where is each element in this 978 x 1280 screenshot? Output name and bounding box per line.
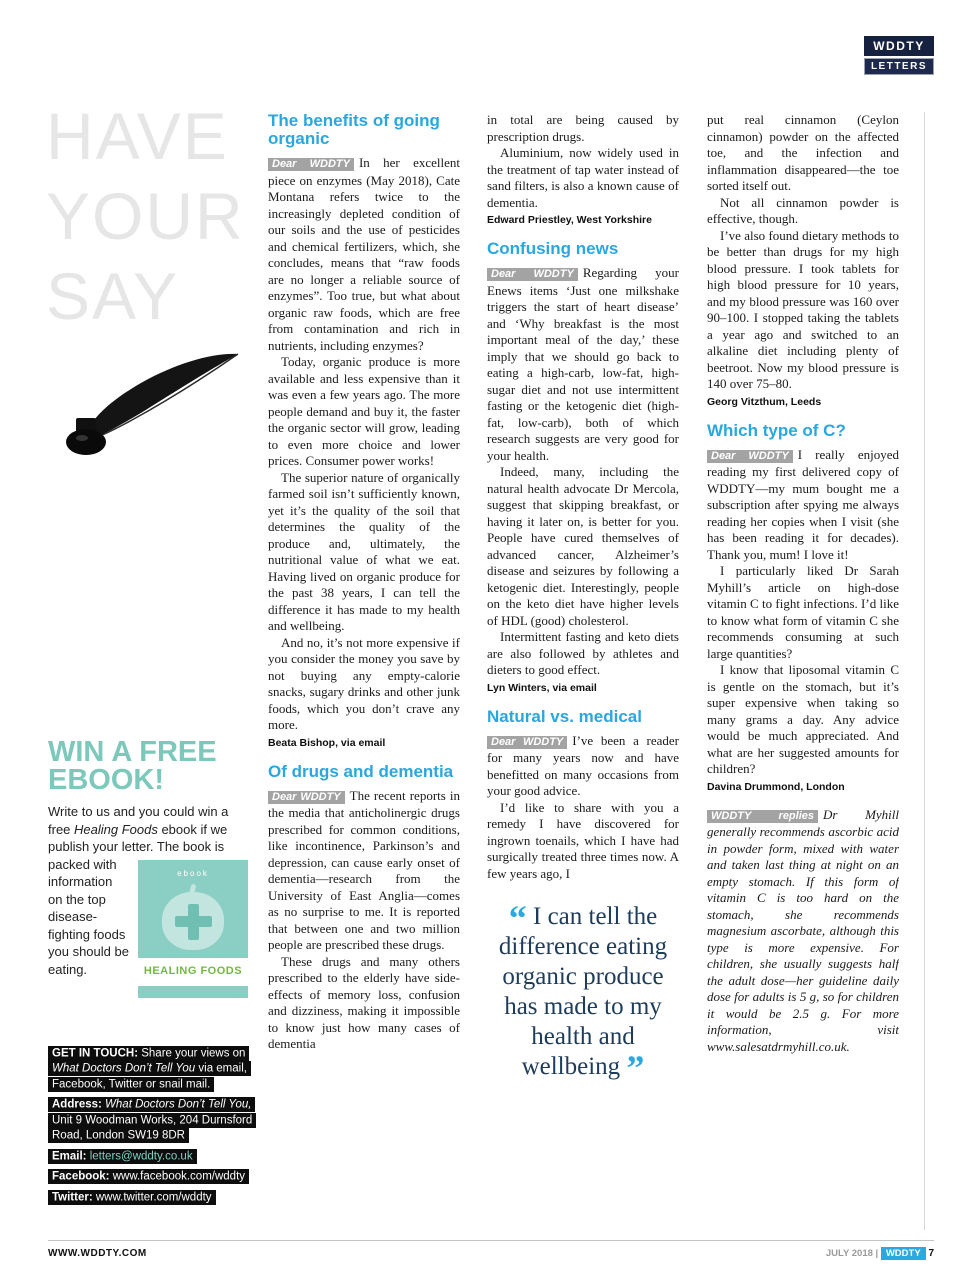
paragraph-text: I’ve been a reader for many years now and have benefitted on many occasions from your good advice. xyxy=(487,732,679,798)
win-title-line: WIN A FREE xyxy=(48,736,217,768)
masthead-word: YOUR xyxy=(46,179,245,253)
letter-signature: Edward Priestley, West Yorkshire xyxy=(487,214,652,226)
letter-opening-paragraph xyxy=(487,265,679,464)
feather-icon xyxy=(52,346,242,461)
letter-signature: Lyn Winters, via email xyxy=(487,681,597,694)
cross-bar xyxy=(175,916,212,927)
ebook-cover-image xyxy=(138,860,248,998)
letter-paragraph: I’ve also found dietary methods to be better than drugs for my high blood pressure. I took tablets for high blood pressure for 10 years, and my blood pressure was 160 over 90–100. I stopped taking the tablets a year ago and switched to an alkaline diet including plenty of beetroot. Now my blood pressure is 140 over 75–80. xyxy=(707,227,899,391)
column-3 xyxy=(707,112,899,1234)
letter-paragraph: These drugs and many others prescribed to the elderly have side-effects of memory loss, confusion and dizziness, making it impossible to know just how many cases of dementia xyxy=(268,953,460,1051)
dear-wddty-badge: Dear WDDTY xyxy=(487,268,578,281)
letter-signature: Davina Drummond, London xyxy=(707,780,845,793)
letter-paragraph: I know that liposomal vitamin C is gentle on the stomach, but it’s super expensive when taking so many grams a day. Any advice would be much appreciated. And what are her suggested amounts for children? xyxy=(707,662,899,776)
dear-wddty-badge: Dear WDDTY xyxy=(268,791,345,804)
facebook-label: Facebook: xyxy=(52,1170,110,1183)
article-heading: Of drugs and dementia xyxy=(268,761,454,781)
masthead-word: HAVE xyxy=(46,99,229,173)
paragraph-text: The recent reports in the media that anticholinergic drugs prescribed for common conditions, like incontinence, Parkinson’s and depression, can cause early onset of dementia—research from the University of East Anglia—comes as no surprise to me. It is reported that between one and two million people are prescribed these drugs. xyxy=(268,787,460,952)
contact-intro-text: via email, Facebook, Twitter or snail mail. xyxy=(52,1062,247,1090)
badge-wddty: WDDTY xyxy=(864,36,934,56)
open-quote-icon: “ xyxy=(508,898,527,938)
close-quote-icon: ” xyxy=(626,1048,645,1088)
reply-text: Dr Myhill generally recommends ascorbic acid in powder form, mixed with water and taken last thing at night on an empty stomach. If this form of vitamin C is too hard on the stomach, she recommends magnesium ascorbate, although this type is more expensive. For children, she usually suggests half the adult dose—her guideline daily dose for adults is 5 g, so for children it would be 2.5 g. For more information, visit www.salesatdrmyhill.co.uk. xyxy=(707,806,899,1054)
footer-rule xyxy=(48,1240,934,1241)
article-heading: The benefits of going organic xyxy=(268,112,440,148)
win-text-part: ebook if we publish your letter. The book is xyxy=(48,821,228,854)
letter-paragraph: Intermittent fasting and keto diets are also followed by athletes and dieters to good effect. xyxy=(487,629,679,677)
letter-paragraph-continued: put real cinnamon (Ceylon cinnamon) powder on the affected toe, and the infection and inflammation disappeared—the toe sorted itself out. xyxy=(707,112,899,193)
win-text-part: packed with information on the top disease-fighting foods you should be eating. xyxy=(48,856,129,977)
article-heading: Confusing news xyxy=(487,239,619,258)
article-heading: Which type of C? xyxy=(707,420,846,440)
win-ebook-promo xyxy=(48,738,248,1002)
win-text xyxy=(48,803,248,978)
column-1 xyxy=(268,112,460,1234)
email-label: Email: xyxy=(52,1150,87,1162)
quill-and-ink-image xyxy=(52,346,242,466)
column-2 xyxy=(487,112,679,1234)
contact-intro-text: Share your views on xyxy=(138,1047,246,1059)
letter-opening-paragraph xyxy=(707,447,899,564)
letter-paragraph: Indeed, many, including the natural health advocate Dr Mercola, suggest that skipping breakfast, or having it later on, is better for you. People have cured themselves of advanced cancer, Alzheimer’s disease and seizures by following a ketogenic diet. Interestingly, people on the keto diet have higher levels of HDL (good) cholesterol. xyxy=(487,464,679,628)
twitter-link[interactable]: www.twitter.com/wddty xyxy=(92,1191,212,1203)
ebook-label: ebook xyxy=(177,868,209,878)
paragraph-text: Regarding your Enews items ‘Just one milkshake triggers the start of heart disease’ and ‘Why breakfast is the most important meal of the day,’ these imply that we should go back to eating a high-carb, low-fat, high-sugar diet and not use intermittent fasting or the ketogenic diet (high-fat, low-carb), both of which research suggests are very good for your health. xyxy=(487,265,679,463)
letter-paragraph: Aluminium, now widely used in the treatment of tap water instead of sand filters, is also a known cause of dementia. xyxy=(487,145,679,210)
page-badge xyxy=(864,36,934,75)
contact-address xyxy=(48,1098,256,1145)
pull-quote-text: I can tell the difference eating organic produce has made to my health and wellbeing xyxy=(498,903,668,1080)
reply-paragraph xyxy=(707,807,899,1056)
masthead-word: SAY xyxy=(46,259,180,333)
contact-email xyxy=(48,1149,256,1165)
footer-right xyxy=(826,1248,934,1259)
paragraph-text: I really enjoyed reading my first delivered copy of WDDTY—my mum bought me a subscription after spying me always reading her copies when I visit (she has been reading it for decades). Thank you, mum! I love it! xyxy=(707,446,899,562)
letter-signature: Beata Bishop, via email xyxy=(268,736,386,749)
article-heading: Natural vs. medical xyxy=(487,706,642,726)
page-footer xyxy=(48,1248,934,1264)
footer-page-number: 7 xyxy=(928,1248,934,1259)
get-in-touch-label: GET IN TOUCH: xyxy=(52,1047,139,1059)
magazine-title: What Doctors Don’t Tell You xyxy=(52,1062,196,1075)
letter-opening-paragraph xyxy=(268,788,460,954)
letter-paragraph-continued: in total are being caused by prescription drugs. xyxy=(487,112,679,144)
right-column-rule xyxy=(924,112,925,1230)
twitter-label: Twitter: xyxy=(52,1191,93,1203)
dear-wddty-badge: Dear WDDTY xyxy=(268,158,354,171)
contact-twitter xyxy=(48,1190,256,1206)
badge-letters: LETTERS xyxy=(864,58,934,75)
apple-cross-icon xyxy=(162,892,224,950)
letter-paragraph: I’d like to share with you a remedy I have discovered for ingrown toenails, which I have had surgically treated three times now. A few years ago, I xyxy=(487,799,679,881)
letter-paragraph: Today, organic produce is more available and less expensive than it was even a few years ago. The more people demand and buy it, the faster the organic sector will grow, leading to even more choice and lower prices. Consumer power works! xyxy=(268,354,460,468)
contact-facebook xyxy=(48,1170,256,1186)
footer-date: JULY 2018 xyxy=(825,1248,873,1259)
footer-separator: | xyxy=(872,1248,881,1259)
contact-intro xyxy=(48,1046,256,1093)
footer-website: WWW.WDDTY.COM xyxy=(48,1248,147,1259)
letter-paragraph: And no, it’s not more expensive if you consider the money you save by not buying any empty-calorie snacks, sugary drinks and other junk foods, which you don’t crave any more. xyxy=(268,634,460,732)
win-text-part: Write to us and you could win a free xyxy=(48,804,229,837)
win-text-italic: Healing Foods xyxy=(74,821,158,837)
letter-opening-paragraph xyxy=(268,155,460,354)
win-title-line: EBOOK! xyxy=(48,764,164,796)
magazine-title: What Doctors Don’t Tell You, xyxy=(101,1098,252,1111)
editor-reply xyxy=(707,807,899,1056)
facebook-link[interactable]: www.facebook.com/wddty xyxy=(109,1170,246,1183)
have-your-say-masthead xyxy=(46,96,245,336)
wddty-replies-badge: WDDTY replies xyxy=(707,810,818,823)
letter-opening-paragraph xyxy=(487,733,679,800)
win-title xyxy=(48,738,248,794)
get-in-touch-block xyxy=(48,1046,256,1211)
address-label: Address: xyxy=(52,1098,102,1111)
letter-paragraph: I particularly liked Dr Sarah Myhill’s article on high-dose vitamin C to fight infections. I’d like to know what form of vitamin C she recommends consuming at such large quantities? xyxy=(707,563,899,661)
ebook-title: HEALING FOODS xyxy=(138,958,248,986)
email-link[interactable]: letters@wddty.co.uk xyxy=(86,1150,193,1162)
address-text: Unit 9 Woodman Works, 204 Durnsford Road, London SW19 8DR xyxy=(52,1114,253,1142)
pull-quote xyxy=(487,898,679,1088)
dear-wddty-badge: Dear WDDTY xyxy=(487,736,567,749)
letter-signature: Georg Vitzthum, Leeds xyxy=(707,395,822,408)
footer-brand-badge: WDDTY xyxy=(881,1247,926,1260)
letter-paragraph: The superior nature of organically farmed soil isn’t sufficiently known, yet it’s the quality of the soil that determines the quality of the produce and, ultimately, the nutritional value of what we eat. Having lived on organic produce for the past 38 years, I can tell the difference it has made to my health and wellbeing. xyxy=(268,469,460,633)
letter-paragraph: Not all cinnamon powder is effective, though. xyxy=(707,194,899,226)
dear-wddty-badge: Dear WDDTY xyxy=(707,450,793,463)
paragraph-text: In her excellent piece on enzymes (May 2018), Cate Montana refers twice to the increasingly depleted condition of our soils and the use of pesticides and chemical fertilizers, which, she concludes, means that “raw foods are no longer a reliable source of enzymes”. Too true, but what about organic raw foods, which are free from contamination and rich in nutrients, including enzymes? xyxy=(268,155,460,353)
